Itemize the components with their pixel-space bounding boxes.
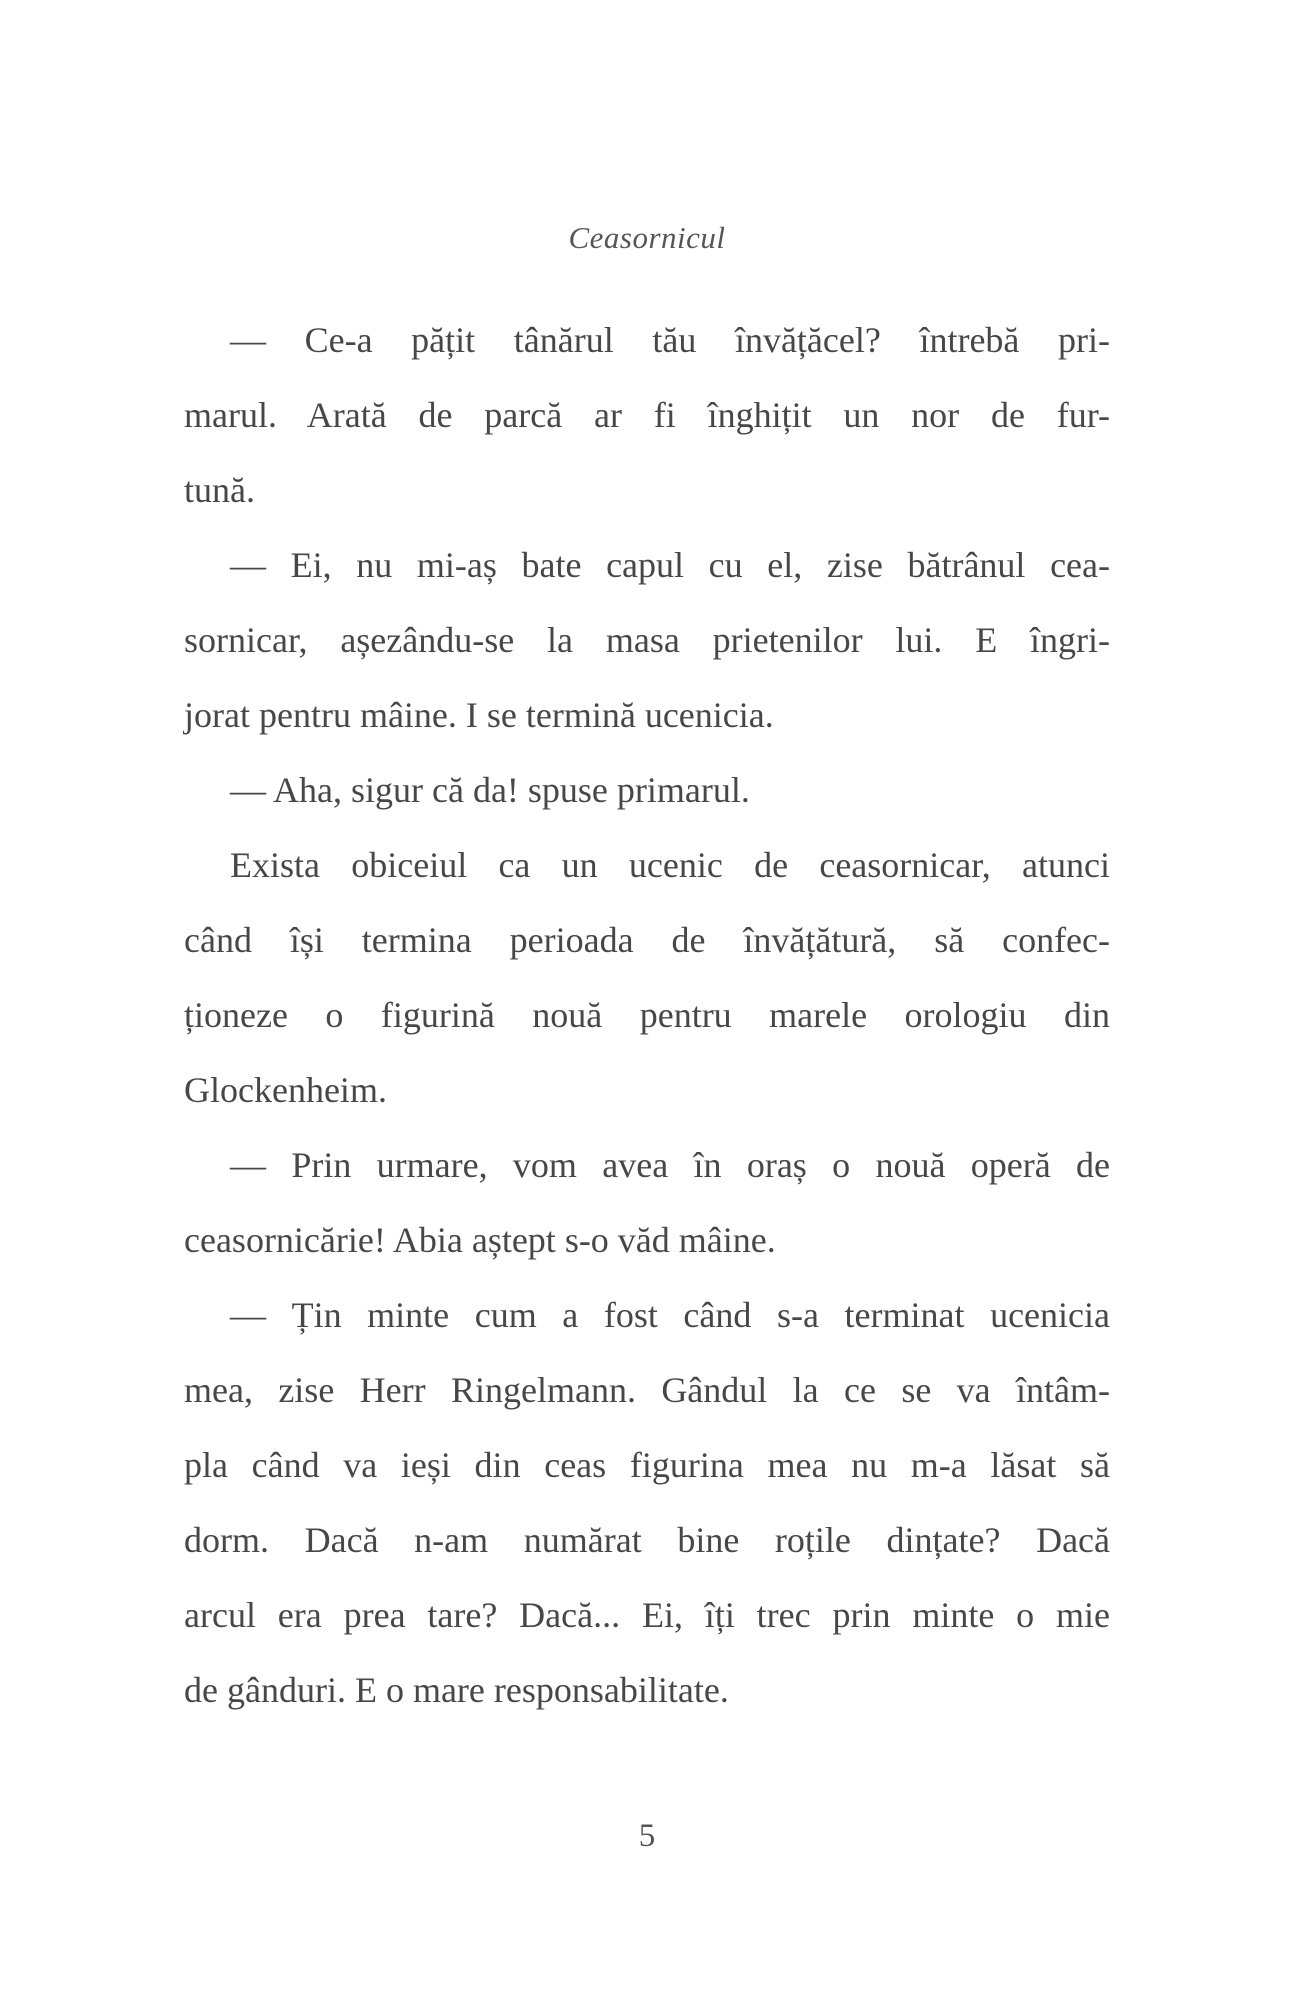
body-line: arcul era prea tare? Dacă... Ei, îți trec prin minte o mie — [184, 1595, 1110, 1635]
body-line: pla când va ieși din ceas figurina mea nu m-a lăsat să — [184, 1445, 1110, 1485]
body-line: când își termina perioada de învățătură, să confec- — [184, 920, 1110, 960]
body-line: mea, zise Herr Ringelmann. Gândul la ce se va întâm- — [184, 1370, 1110, 1410]
running-header: Ceasornicul — [568, 220, 726, 255]
body-line: de gânduri. E o mare responsabilitate. — [184, 1670, 729, 1710]
body-line: jorat pentru mâine. I se termină ucenicia. — [184, 695, 774, 735]
page-number: 5 — [638, 1818, 656, 1854]
body-line: ționeze o figurină nouă pentru marele orologiu din — [184, 995, 1110, 1035]
body-line: — Ce-a pățit tânărul tău învățăcel? întrebă pri- — [230, 320, 1110, 360]
body-line: Glockenheim. — [184, 1070, 387, 1110]
body-line: Exista obiceiul ca un ucenic de ceasornicar, atunci — [230, 845, 1110, 885]
body-line: ceasornicărie! Abia aștept s-o văd mâine. — [184, 1220, 776, 1260]
body-text-block — [184, 303, 1110, 1728]
body-line: tună. — [184, 470, 255, 510]
body-line: dorm. Dacă n-am numărat bine roțile dințate? Dacă — [184, 1520, 1110, 1560]
body-line: — Țin minte cum a fost când s-a terminat ucenicia — [230, 1295, 1110, 1335]
body-line: marul. Arată de parcă ar fi înghițit un nor de fur- — [184, 395, 1110, 435]
body-line: sornicar, așezându-se la masa prietenilor lui. E îngri- — [184, 620, 1110, 660]
body-line: — Ei, nu mi-aș bate capul cu el, zise bătrânul cea- — [230, 545, 1110, 585]
body-line: — Aha, sigur că da! spuse primarul. — [230, 770, 750, 810]
body-line: — Prin urmare, vom avea în oraș o nouă operă de — [230, 1145, 1110, 1185]
